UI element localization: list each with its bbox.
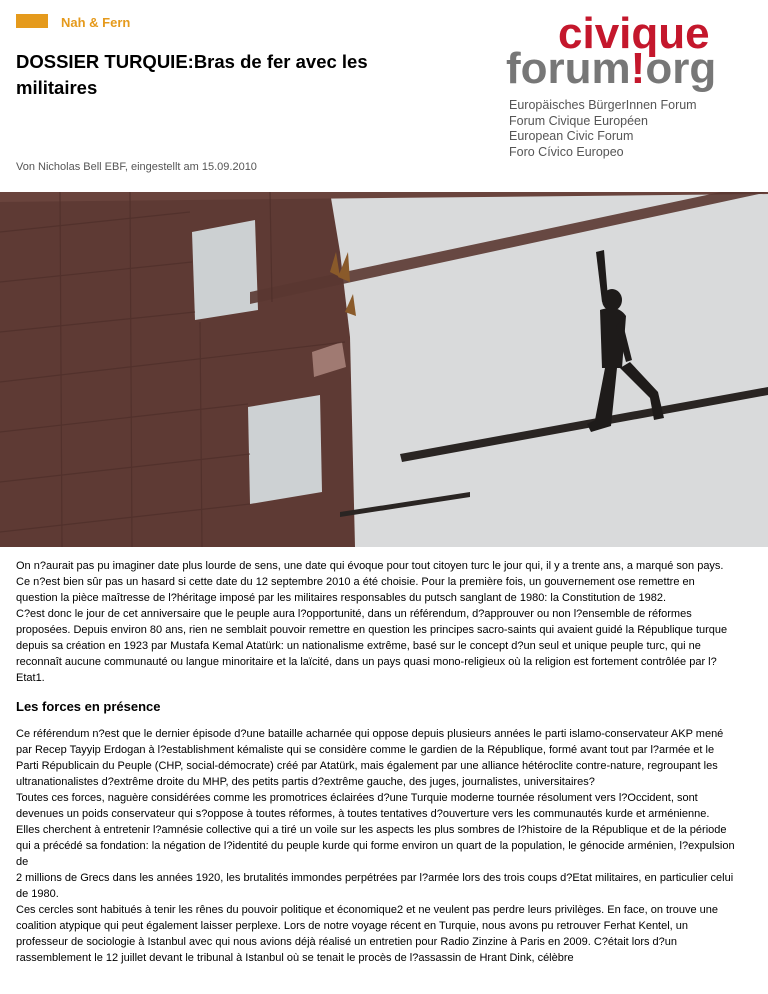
article-title: DOSSIER TURQUIE:Bras de fer avec les militaires [16,51,368,98]
body-paragraph-3: 2 millions de Grecs dans les années 1920, les brutalités immondes perpétrées par l?armée lors des trois coups d?Etat militaires, en particulier celui de 1980. [16,872,734,900]
civique-forum-logo[interactable] [506,10,756,160]
body-paragraph-4: Ces cercles sont habitués à tenir les rênes du pouvoir politique et économique2 et ne veulent pas perdre leurs privilèges. En face, on trouve une coalition atypique qui peut également laisser perplexe. Lors de notre voyage récent en Turquie, nous avons pu retrouver Ferhat Kentel, un professeur de sociologie à Istanbul avec qui nous avions déjà réalisé un entretien pour Radio Zinzine à Paris en 2009. C?était lors d?un rassemblement le 12 juillet devant le tribunal à Istanbul où se tenait le procès de l?assassin de Hrant Dink, célèbre [16,904,718,964]
logo-bang: ! [630,44,646,93]
intro-paragraph-2: C?est donc le jour de cet anniversaire que le peuple aura l?opportunité, dans un référendum, d?approuver ou non l?ensemble de réformes proposées. Depuis environ 80 ans, rien ne semblait pouvoir remettre en question les principes sacro-saints qui avaient guidé la République turque depuis sa création en 1923 par Mustafa Kemal Atatürk: un nationalisme extrême, basé sur le concept d?un seul et unique peuple turc, qui ne reconnaît aucune communauté ou langue minoritaire et la laïcité, dans un pays quasi mono-religieux où la religion est fortement contrôlée par l?Etat1. [16,608,728,684]
body-paragraph-2: Toutes ces forces, naguère considérées comme les promotrices éclairées d?une Turquie moderne tournée résolument vers l?Occident, sont devenues un poids conservateur qui s?oppose à toutes réformes, à toutes tentatives d?ouverture vers les communautés kurde et arménienne. Elles cherchent à entretenir l?amnésie collective qui a tiré un voile sur les aspects les plus sombres de l?histoire de la République et de la période qui a précédé sa fondation: la négation de l?identité du peuple kurde qui forme environ un quart de la population, le génocide arménien, l?expulsion de [16,792,735,868]
logo-word-civique: civique [558,9,710,58]
byline: Von Nicholas Bell EBF, eingestellt am 15.09.2010 [16,161,257,173]
logo-subtitle-de: Europäisches BürgerInnen Forum [509,98,697,112]
logo-subtitle-fr: Forum Civique Européen [509,114,648,128]
intro-paragraph-1: On n?aurait pas pu imaginer date plus lourde de sens, une date qui évoque pour tout citoyen turc le jour qui, il y a trente ans, a marqué son pays. Ce n?est bien sûr pas un hasard si cette date du 12 septembre 2010 a été choisie. Pour la première fois, un gouvernement ose remettre en question la pièce maîtresse de l?héritage imposé par les militaires responsables du putsch sanglant de 1980: la Constitution de 1982. [16,560,724,604]
article-body [16,558,736,966]
logo-word-forum [506,44,717,93]
sculpture-photo-illustration [0,192,768,547]
section-color-bar [16,14,48,28]
logo-forum-text: forum [506,44,631,93]
article-photo [0,192,768,547]
logo-org-text: org [645,44,717,93]
body-paragraph-1: Ce référendum n?est que le dernier épisode d?une bataille acharnée qui oppose depuis plusieurs années le parti islamo-conservateur AKP mené par Recep Tayyip Erdogan à l?establishment kémaliste qui se considère comme le gardien de la République, formé avant tout par l?armée et le Parti Républicain du Peuple (CHP, social-démocrate) créé par Atatürk, mais également par une alliance hétéroclite contre-nature, regroupant les ultranationalistes d?extrême droite du MHP, des petits partis d?extrême gauche, des juges, journalistes, universitaires? [16,728,724,788]
logo-subtitle-en: European Civic Forum [509,129,634,143]
section-heading: Les forces en présence [16,699,161,714]
logo-subtitle-es: Foro Cívico Europeo [509,145,624,159]
section-label[interactable]: Nah & Fern [61,15,131,30]
